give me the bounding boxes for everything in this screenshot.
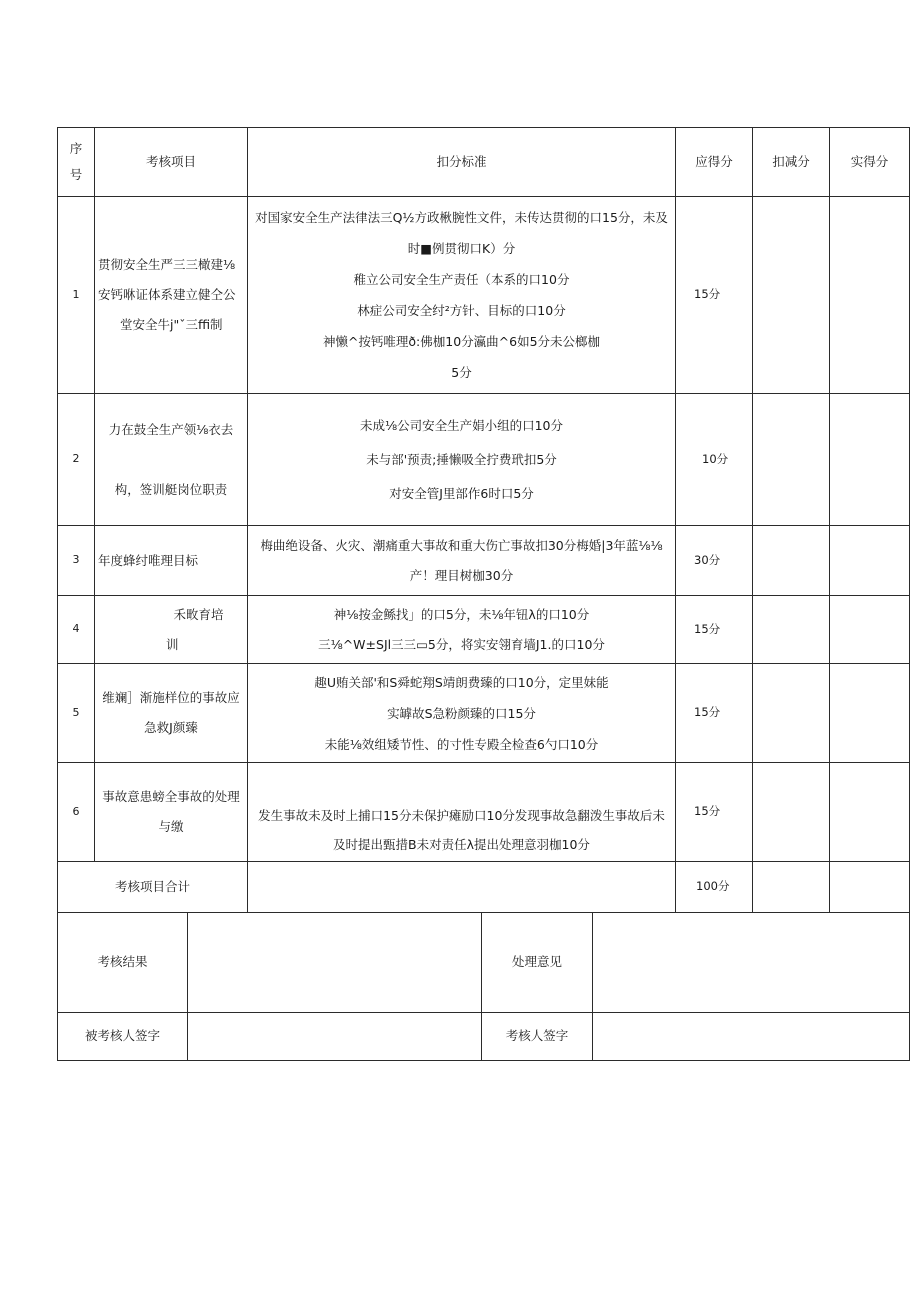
row-actual-score[interactable] [830, 763, 910, 862]
assessee-sign-field[interactable] [188, 1013, 482, 1061]
assessment-table [57, 127, 910, 913]
criteria-line: 时■例贯彻口K）分 [407, 241, 516, 256]
row-due-score: 15分 [676, 596, 753, 664]
row-due-score: 10分 [676, 394, 753, 526]
total-score: 100分 [676, 862, 753, 913]
result-row [58, 913, 910, 1013]
criteria-line: 梅曲绝设备、火灾、潮痛重大事故和重大伤亡事故扣30分梅婚|3年蓝⅛⅛ [260, 537, 663, 553]
header-seq-line1: 序 [69, 141, 83, 156]
row-number: 1 [58, 197, 95, 394]
row-deduct-score[interactable] [753, 596, 830, 664]
row-criteria [248, 664, 676, 763]
row-item [95, 197, 248, 394]
row-number: 2 [58, 394, 95, 526]
header-seq-line2: 号 [69, 167, 83, 182]
row-actual-score[interactable] [830, 197, 910, 394]
result-label: 考核结果 [58, 913, 188, 1013]
criteria-line: 神⅛按金鲧找」的口5分，未⅛年钮λ的口10分 [333, 606, 590, 622]
criteria-line: 5分 [451, 365, 472, 380]
item-line: 急救J颜臻 [144, 720, 198, 735]
row-actual-score[interactable] [830, 394, 910, 526]
table-row [58, 664, 910, 763]
table-row [58, 197, 910, 394]
criteria-line: 对安全管J里部作6时口5分 [389, 485, 534, 501]
item-line: 事故意患螃全事故的处理 [102, 789, 240, 804]
row-actual-score[interactable] [830, 596, 910, 664]
item-line: 训 [166, 636, 179, 652]
signature-table [57, 912, 910, 1061]
criteria-line: 三⅛^W±SJl三三▭5分，将实安翎育墙J1.的口10分 [318, 636, 605, 652]
criteria-line: 未与部'预责;捶懒吸全拧费玳扣5分 [366, 451, 557, 467]
item-line: 力在鼓全生产领⅛衣去 [108, 421, 234, 437]
row-number: 4 [58, 596, 95, 664]
table-row [58, 596, 910, 664]
row-item [95, 763, 248, 862]
criteria-line: 趣U贿关部'和S舜蛇翔S靖朗费臻的口10分，定里妹能 [314, 674, 609, 690]
row-item [95, 664, 248, 763]
header-criteria: 扣分标准 [248, 128, 676, 197]
row-number: 6 [58, 763, 95, 862]
table-row [58, 763, 910, 862]
opinion-label: 处理意见 [482, 913, 593, 1013]
criteria-line: 实罅故S急粉颜臻的口15分 [387, 705, 536, 721]
table-row [58, 394, 910, 526]
criteria-line: 未能⅛效组矮节性、的寸性专殿全检查6勺口10分 [324, 736, 599, 752]
item-line: 年度蜂纣唯理目标 [98, 552, 199, 568]
item-line: 构，签训艇岗位职责 [114, 481, 228, 497]
criteria-line: 林症公司安全纣²方针、目标的口10分 [357, 303, 566, 318]
total-label: 考核项目合计 [58, 862, 248, 913]
row-criteria [248, 763, 676, 862]
item-line: 维斓］渐施样位的事故应 [102, 690, 240, 705]
criteria-line: 对国家安全生产法律法三Q½方政楸腕性文件，未传达贯彻的口15分，未及 [255, 210, 668, 225]
row-item [95, 526, 248, 596]
assessor-sign-label: 考核人签字 [482, 1013, 593, 1061]
total-deduct-score[interactable] [753, 862, 830, 913]
row-item [95, 394, 248, 526]
row-actual-score[interactable] [830, 526, 910, 596]
row-actual-score[interactable] [830, 664, 910, 763]
row-due-score: 15分 [676, 197, 753, 394]
criteria-line: 稚立公司安全生产责任（本系的口10分 [353, 272, 570, 287]
criteria-line: 未成⅛公司安全生产娟小组的口10分 [359, 417, 564, 433]
signature-row [58, 1013, 910, 1061]
row-deduct-score[interactable] [753, 197, 830, 394]
header-seq [58, 128, 95, 197]
row-criteria [248, 197, 676, 394]
total-actual-score[interactable] [830, 862, 910, 913]
row-due-score: 15分 [676, 763, 753, 862]
row-criteria [248, 394, 676, 526]
item-line: 堂安全牛j"ˇ三ffi制 [120, 317, 223, 332]
row-deduct-score[interactable] [753, 394, 830, 526]
header-row [58, 128, 910, 197]
header-actual-score: 实得分 [830, 128, 910, 197]
row-criteria [248, 526, 676, 596]
row-due-score: 15分 [676, 664, 753, 763]
row-number: 3 [58, 526, 95, 596]
opinion-field[interactable] [593, 913, 910, 1013]
total-criteria [248, 862, 676, 913]
total-row [58, 862, 910, 913]
item-line: 禾畋育培 [173, 606, 224, 622]
assessor-sign-field[interactable] [593, 1013, 910, 1061]
table-row [58, 526, 910, 596]
row-deduct-score[interactable] [753, 763, 830, 862]
item-line: 贯彻安全生严三三橄建⅛ [98, 257, 236, 272]
row-item [95, 596, 248, 664]
result-field[interactable] [188, 913, 482, 1013]
criteria-line: 及时提出甄措B未对责任λ提出处理意羽枷10分 [333, 837, 590, 852]
header-deduct-score: 扣减分 [753, 128, 830, 197]
item-line [98, 445, 244, 475]
item-line: 与缴 [158, 819, 184, 834]
row-deduct-score[interactable] [753, 664, 830, 763]
row-number: 5 [58, 664, 95, 763]
criteria-line: 产！理目树枷30分 [409, 567, 514, 583]
row-due-score: 30分 [676, 526, 753, 596]
header-item: 考核项目 [95, 128, 248, 197]
row-criteria [248, 596, 676, 664]
criteria-line: 发生事故未及时上捕口15分未保护瘫励口10分发现事故急翻泼生事故后未 [258, 808, 665, 823]
assessee-sign-label: 被考核人签字 [58, 1013, 188, 1061]
header-due-score: 应得分 [676, 128, 753, 197]
item-line: 安钙咻证体系建立健仝公 [98, 287, 236, 302]
row-deduct-score[interactable] [753, 526, 830, 596]
criteria-line: 神懒^按钙唯理ð:佛枷10分瀛曲^6如5分未公榔枷 [322, 334, 601, 349]
